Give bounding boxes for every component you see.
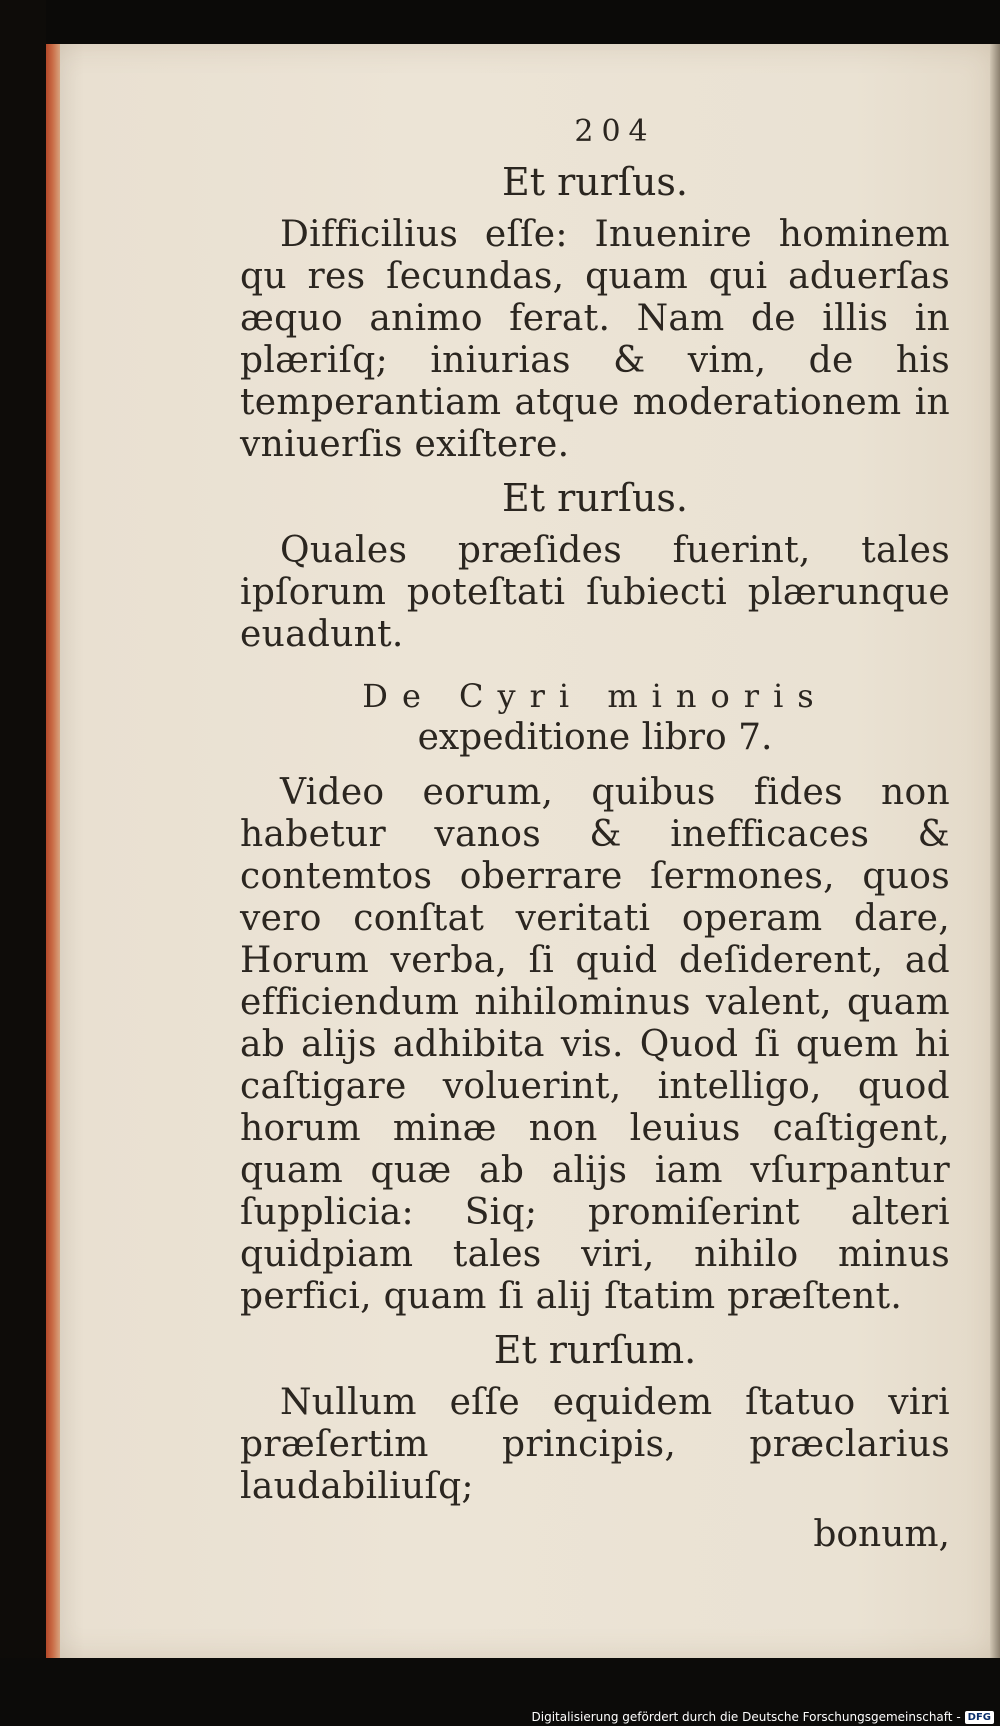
page-number: 204 [574,114,656,149]
scan-left-border [0,0,46,1726]
paragraph-3: Video eorum, quibus fides non habetur vanos & inefficaces & contemtos oberrare ſermones, quos vero conſtat veritati operam dare, Horum verba, ſi quid deſiderent, ad efficiendum nihilominus valent, quam ab alijs adhibita vis. Quod ſi quem hi caſtigare voluerint, intelligo, quod horum minæ non leuius caſtigent, quam quæ ab alijs iam vſurpantur ſupplicia: Siq; promiſerint alteri quidpiam tales viri, nihilo minus perfici, quam ſi alij ſtatim præſtent. [240,772,950,1317]
page-red-edge [46,44,60,1658]
paragraph-1: Difficilius eſſe: Inuenire hominem qu res ſecundas, quam qui aduerſas æquo animo ferat. Nam de illis in plæriſq; iniurias & vim, de his temperantiam atque moderationem in vniuerſis exiſtere. [240,214,950,465]
page-text-block [240,110,950,1556]
digitization-footer [532,1710,995,1724]
funding-text: Digitalisierung gefördert durch die Deutsche Forschungsgemeinschaft - [531,1710,961,1724]
dfg-logo: DFG [965,1711,994,1724]
paragraph-2: Quales præſides fuerint, tales ipſorum poteſtati ſubiecti plærunque euadunt. [240,530,950,655]
heading-et-rursum: Et rurſum. [493,1328,697,1372]
paragraph-4: Nullum eſſe equidem ſtatuo viri præſertim principis, præclarius laudabiliuſq; [240,1382,950,1507]
page-right-edge [990,44,1000,1658]
scan-top-border [0,0,1000,44]
section-subtitle: expeditione libro 7. [417,717,773,758]
catchword: bonum, [813,1514,950,1555]
heading-et-rursus-1: Et rurſus. [501,160,688,204]
section-title: De Cyri minoris [362,677,828,715]
heading-et-rursus-2: Et rurſus. [501,476,688,520]
